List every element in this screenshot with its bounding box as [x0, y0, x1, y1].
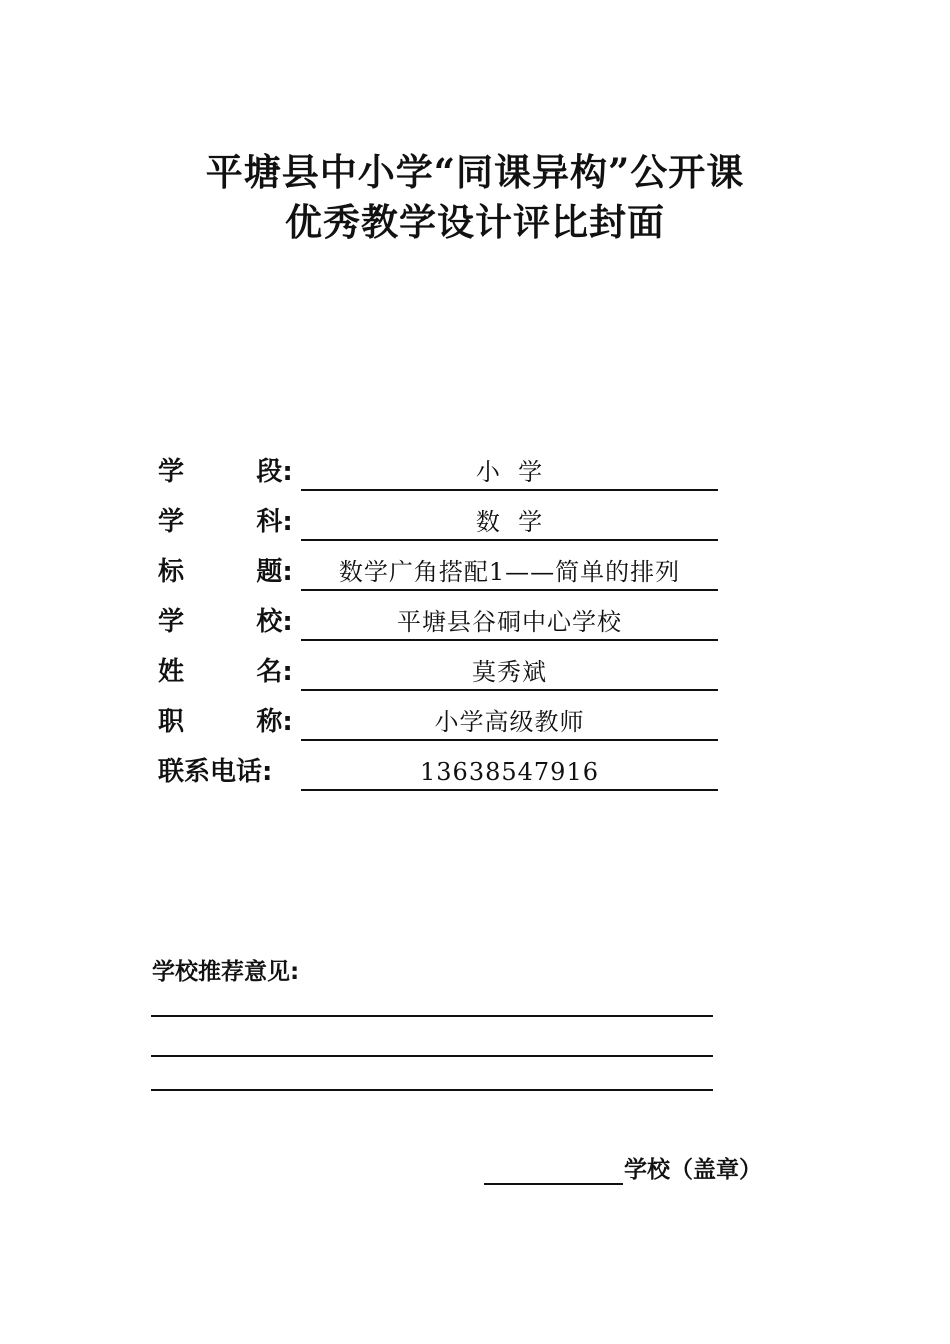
field-row-rank	[158, 705, 718, 741]
document-title-line1: 平塘县中小学“同课异构”公开课	[205, 150, 745, 194]
recommendation-line	[151, 1055, 713, 1057]
field-label: 职 称:	[158, 707, 293, 737]
recommendation-label: 学校推荐意见:	[152, 959, 300, 985]
field-row-school	[158, 605, 718, 641]
field-value: 数 学	[301, 505, 718, 541]
field-value: 小 学	[301, 455, 718, 491]
field-label: 联系电话:	[158, 757, 273, 787]
stamp-blank-line	[484, 1183, 623, 1185]
document-title-line2: 优秀教学设计评比封面	[285, 200, 665, 244]
field-row-title	[158, 555, 718, 591]
field-value: 数学广角搭配1——简单的排列	[301, 555, 718, 591]
recommendation-line	[151, 1089, 713, 1091]
field-value: 莫秀斌	[301, 655, 718, 691]
field-value: 平塘县谷硐中心学校	[301, 605, 718, 641]
field-row-subject	[158, 505, 718, 541]
field-label: 学 校:	[158, 607, 293, 637]
field-label: 学 段:	[158, 457, 293, 487]
stamp-label: 学校（盖章）	[624, 1157, 762, 1183]
field-label: 标 题:	[158, 557, 293, 587]
field-row-name	[158, 655, 718, 691]
recommendation-line	[151, 1015, 713, 1017]
field-label: 姓 名:	[158, 657, 293, 687]
field-value: 13638547916	[301, 755, 718, 791]
field-value: 小学高级教师	[301, 705, 718, 741]
field-row-phone	[158, 755, 718, 791]
field-row-stage	[158, 455, 718, 491]
field-label: 学 科:	[158, 507, 293, 537]
